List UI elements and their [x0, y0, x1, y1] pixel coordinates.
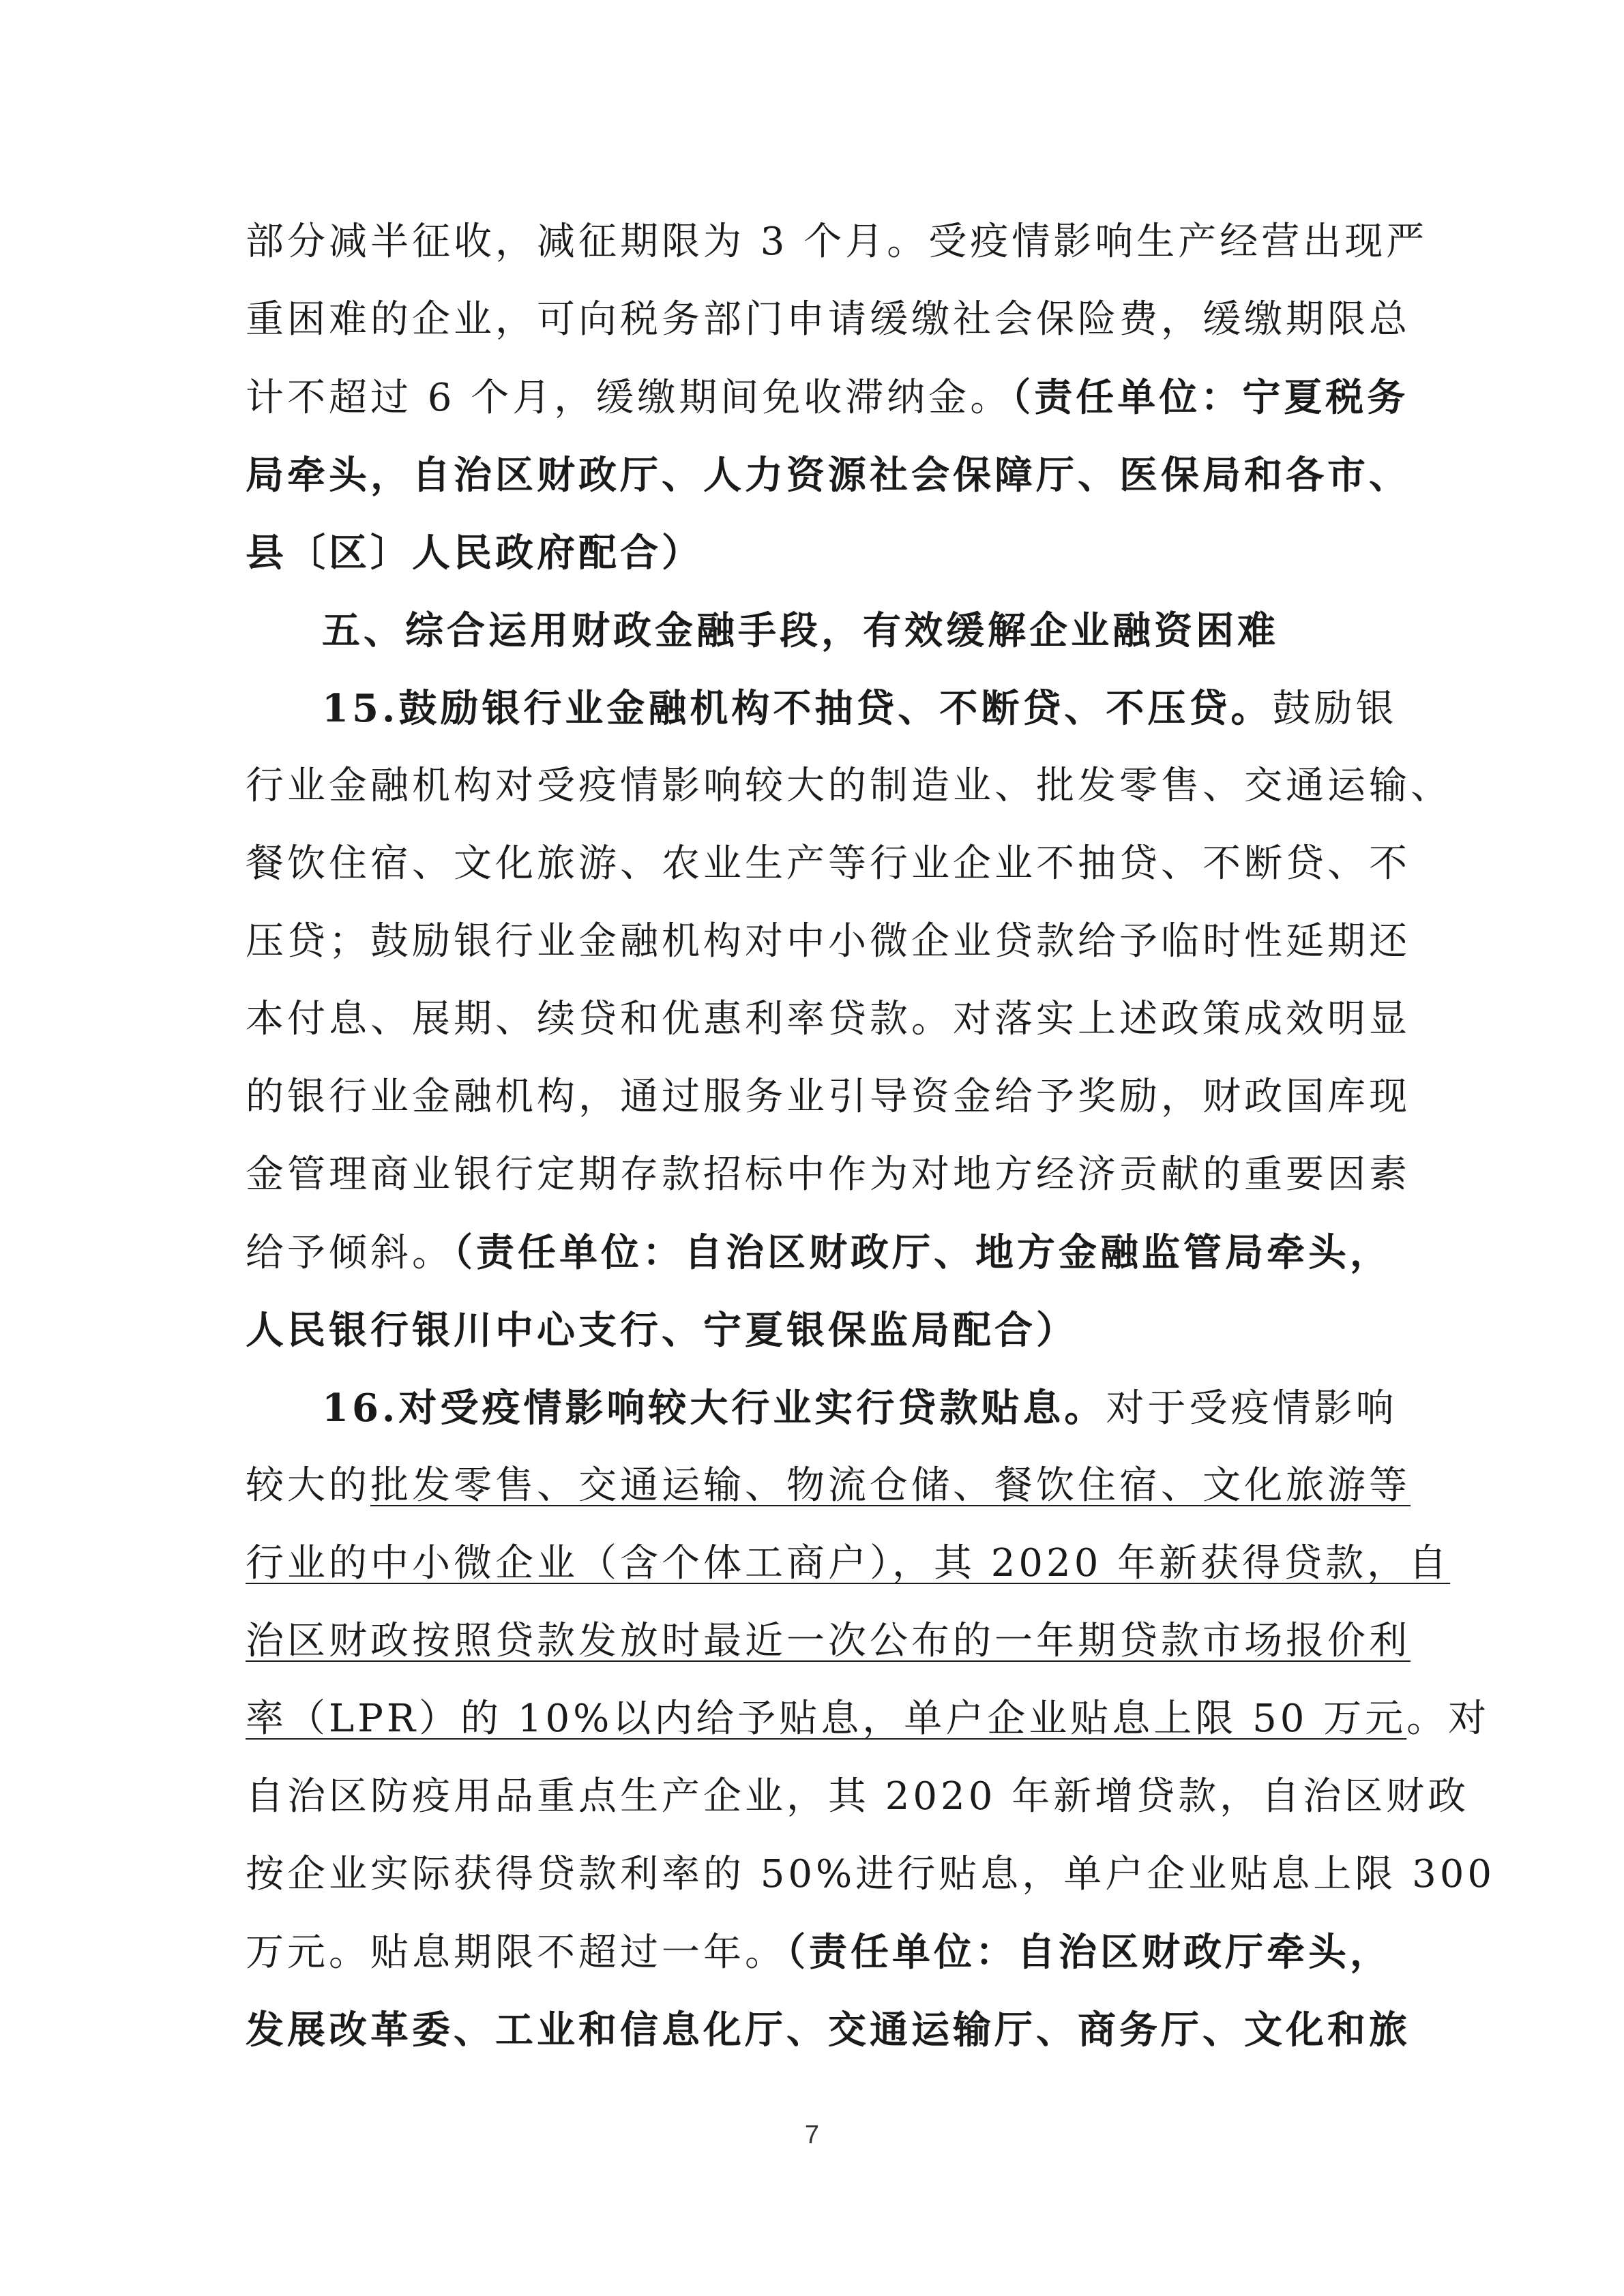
text-line: 本付息、展期、续贷和优惠利率贷款。对落实上述政策成效明显	[246, 997, 1411, 1041]
section-heading: 五、综合运用财政金融手段，有效缓解企业融资困难	[322, 608, 1279, 653]
text-line: 餐饮住宿、文化旅游、农业生产等行业企业不抽贷、不断贷、不	[246, 841, 1411, 886]
text-line: 重困难的企业，可向税务部门申请缓缴社会保险费，缓缴期限总	[246, 297, 1411, 342]
text-line: 发展改革委、工业和信息化厅、交通运输厅、商务厅、文化和旅	[246, 2008, 1411, 2053]
text-line: 率（LPR）的 10%以内给予贴息，单户企业贴息上限 50 万元。对	[246, 1697, 1490, 1741]
text-line: 按企业实际获得贷款利率的 50%进行贴息，单户企业贴息上限 300	[246, 1852, 1495, 1896]
text-line: 人民银行银川中心支行、宁夏银保监局配合）	[246, 1308, 1078, 1353]
text-line: 行业金融机构对受疫情影响较大的制造业、批发零售、交通运输、	[246, 764, 1452, 808]
text-line: 万元。贴息期限不超过一年。（责任单位：自治区财政厅牵头，	[246, 1930, 1391, 1975]
text-line: 较大的批发零售、交通运输、物流仓储、餐饮住宿、文化旅游等	[246, 1463, 1411, 1508]
text-line: 行业的中小微企业（含个体工商户），其 2020 年新获得贷款，自	[246, 1541, 1451, 1585]
text-line: 自治区防疫用品重点生产企业，其 2020 年新增贷款，自治区财政	[246, 1774, 1470, 1819]
text-line: 部分减半征收，减征期限为 3 个月。受疫情影响生产经营出现严	[246, 220, 1428, 264]
page-number: 7	[804, 2121, 820, 2149]
text-line: 县〔区〕人民政府配合）	[246, 531, 703, 576]
text-line: 的银行业金融机构，通过服务业引导资金给予奖励，财政国库现	[246, 1075, 1411, 1119]
text-line: 治区财政按照贷款发放时最近一次公布的一年期贷款市场报价利	[246, 1619, 1411, 1663]
text-line: 15.鼓励银行业金融机构不抽贷、不断贷、不压贷。鼓励银	[322, 686, 1398, 731]
text-line: 金管理商业银行定期存款招标中作为对地方经济贡献的重要因素	[246, 1152, 1411, 1197]
text-line: 压贷；鼓励银行业金融机构对中小微企业贷款给予临时性延期还	[246, 919, 1411, 964]
text-line: 16.对受疫情影响较大行业实行贷款贴息。对于受疫情影响	[322, 1386, 1398, 1431]
text-line: 给予倾斜。（责任单位：自治区财政厅、地方金融监管局牵头，	[246, 1230, 1391, 1275]
text-line: 局牵头，自治区财政厅、人力资源社会保障厅、医保局和各市、	[246, 453, 1411, 498]
text-line: 计不超过 6 个月，缓缴期间免收滞纳金。（责任单位：宁夏税务	[246, 375, 1409, 420]
